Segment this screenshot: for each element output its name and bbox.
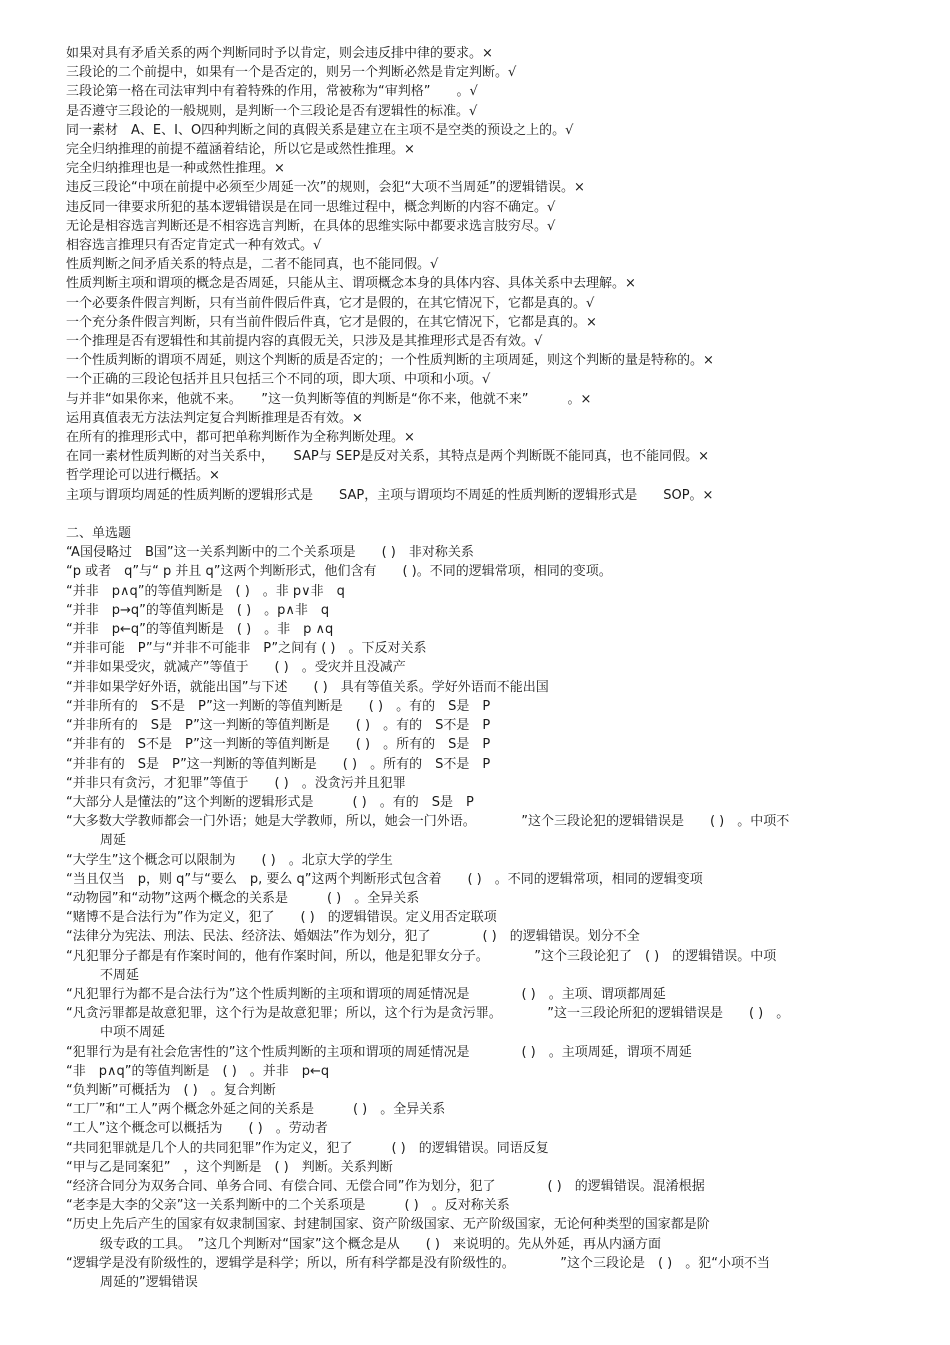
judgment-item: 性质判断主项和谓项的概念是否周延，只能从主、谓项概念本身的具体内容、具体关系中去理解。× xyxy=(66,276,636,292)
single-choice-item xyxy=(66,678,910,697)
judgment-item: 一个正确的三段论包括并且只包括三个不同的项，即大项、中项和小项。√ xyxy=(66,372,491,388)
question-text: “凡贪污罪都是故意犯罪，这个行为是故意犯罪；所以，这个行为是贪污罪。 ”这一三段论所犯的逻辑错误是 ( ) 。 xyxy=(66,1006,790,1022)
question-text: “并非 p→q”的等值判断是 ( ) 。p∧非 q xyxy=(66,602,330,618)
single-choice-item xyxy=(66,755,910,774)
single-choice-item xyxy=(66,1119,910,1138)
single-choice-item xyxy=(66,1254,910,1292)
judgment-item: 违反同一律要求所犯的基本逻辑错误是在同一思维过程中，概念判断的内容不确定。√ xyxy=(66,199,556,215)
judgment-item: 一个必要条件假言判断，只有当前件假后件真，它才是假的，在其它情况下，它都是真的。√ xyxy=(66,295,595,311)
single-choice-item xyxy=(66,947,910,985)
judgment-item: 在所有的推理形式中，都可把单称判断作为全称判断处理。× xyxy=(66,430,415,446)
question-text: “历史上先后产生的国家有奴隶制国家、封建制国家、资产阶级国家、无产阶级国家，无论何种类型的国家都是阶 xyxy=(66,1217,710,1233)
true-false-list xyxy=(66,44,910,505)
question-text: “共同犯罪就是几个人的共同犯罪”作为定义，犯了 ( ) 的逻辑错误。同语反复 xyxy=(66,1140,549,1156)
question-text: “负判断”可概括为 ( ) 。复合判断 xyxy=(66,1082,276,1098)
judgment-item: 哲学理论可以进行概括。× xyxy=(66,468,220,484)
judgment-item: 相容选言推理只有否定肯定式一种有效式。√ xyxy=(66,238,322,254)
question-text: “大多数大学教师都会一门外语；她是大学教师，所以，她会一门外语。 ”这个三段论犯的逻辑错误是 ( ) 。中项不 xyxy=(66,814,790,830)
question-text: “工人”这个概念可以概括为 ( ) 。劳动者 xyxy=(66,1121,328,1137)
question-text: “并非所有的 S不是 P”这一判断的等值判断是 ( ) 。有的 S是 P xyxy=(66,698,491,714)
question-text: “犯罪行为是有社会危害性的”这个性质判断的主项和谓项的周延情况是 ( ) 。主项周延，谓项不周延 xyxy=(66,1044,692,1060)
single-choice-item xyxy=(66,1062,910,1081)
question-text: “甲与乙是同案犯” ，这个判断是 ( ) 判断。关系判断 xyxy=(66,1159,393,1175)
judgment-item: 与并非“如果你来，他就不来。 ”这一负判断等值的判断是“你不来，他就不来” 。× xyxy=(66,391,592,407)
single-choice-item xyxy=(66,851,910,870)
judgment-item: 在同一素材性质判断的对当关系中， SAP与 SEP是反对关系，其特点是两个判断既不能同真，也不能同假。× xyxy=(66,449,710,465)
single-choice-list xyxy=(66,543,910,1292)
single-choice-item xyxy=(66,927,910,946)
single-choice-item xyxy=(66,1100,910,1119)
question-text: “并非如果学好外语，就能出国”与下述 ( ) 具有等值关系。学好外语而不能出国 xyxy=(66,679,549,695)
spacer xyxy=(66,505,910,524)
judgment-item: 一个推理是否有逻辑性和其前提内容的真假无关，只涉及是其推理形式是否有效。√ xyxy=(66,334,543,350)
question-text: “A国侵略过 B国”这一关系判断中的二个关系项是 ( ) 非对称关系 xyxy=(66,545,474,561)
question-continuation: 中项不周延 xyxy=(100,1025,166,1041)
single-choice-item xyxy=(66,582,910,601)
single-choice-item xyxy=(66,1139,910,1158)
single-choice-item xyxy=(66,1043,910,1062)
single-choice-item xyxy=(66,1215,910,1253)
judgment-item: 完全归纳推理也是一种或然性推理。× xyxy=(66,161,285,177)
question-continuation: 周延的”逻辑错误 xyxy=(100,1274,198,1290)
judgment-item: 完全归纳推理的前提不蕴涵着结论，所以它是或然性推理。× xyxy=(66,142,415,158)
single-choice-item xyxy=(66,620,910,639)
single-choice-item xyxy=(66,658,910,677)
question-text: “并非有的 S不是 P”这一判断的等值判断是 ( ) 。所有的 S是 P xyxy=(66,737,491,753)
single-choice-item xyxy=(66,1004,910,1042)
judgment-item: 三段论的二个前提中，如果有一个是否定的，则另一个判断必然是肯定判断。√ xyxy=(66,65,517,81)
question-text: “p 或者 q”与“ p 并且 q”这两个判断形式，他们含有 ( )。不同的逻辑常项，相同的变项。 xyxy=(66,564,612,580)
question-text: “非 p∧q”的等值判断是 ( ) 。并非 p←q xyxy=(66,1063,330,1079)
question-text: “凡犯罪行为都不是合法行为”这个性质判断的主项和谓项的周延情况是 ( ) 。主项、谓项都周延 xyxy=(66,986,666,1002)
question-text: “大部分人是懂法的”这个判断的逻辑形式是 ( ) 。有的 S是 P xyxy=(66,794,474,810)
single-choice-item xyxy=(66,543,910,562)
judgment-item: 如果对具有矛盾关系的两个判断同时予以肯定，则会违反排中律的要求。× xyxy=(66,46,493,61)
single-choice-item xyxy=(66,1081,910,1100)
question-text: “动物园”和“动物”这两个概念的关系是 ( ) 。全异关系 xyxy=(66,890,420,906)
question-text: “并非如果受灾，就减产”等值于 ( ) 。受灾并且没减产 xyxy=(66,660,406,676)
question-text: “大学生”这个概念可以限制为 ( ) 。北京大学的学生 xyxy=(66,852,393,868)
single-choice-item xyxy=(66,716,910,735)
single-choice-item xyxy=(66,774,910,793)
single-choice-item xyxy=(66,639,910,658)
single-choice-item xyxy=(66,1177,910,1196)
question-text: “并非只有贪污，才犯罪”等值于 ( ) 。没贪污并且犯罪 xyxy=(66,775,406,791)
single-choice-item xyxy=(66,985,910,1004)
question-text: “逻辑学是没有阶级性的，逻辑学是科学；所以，所有科学都是没有阶级性的。 ”这个三段论是 ( ) 。犯“小项不当 xyxy=(66,1255,770,1271)
question-continuation: 不周延 xyxy=(100,967,140,983)
single-choice-item xyxy=(66,1196,910,1215)
question-text: “当且仅当 p，则 q”与“要么 p, 要么 q”这两个判断形式包含着 ( ) 。不同的逻辑常项，相同的逻辑变项 xyxy=(66,871,703,887)
judgment-item: 是否遵守三段论的一般规则，是判断一个三段论是否有逻辑性的标准。√ xyxy=(66,103,478,119)
question-text: “并非有的 S是 P”这一判断的等值判断是 ( ) 。所有的 S不是 P xyxy=(66,756,491,772)
question-text: “凡犯罪分子都是有作案时间的，他有作案时间，所以，他是犯罪女分子。 ”这个三段论犯了 ( ) 的逻辑错误。中项 xyxy=(66,948,777,964)
question-text: “法律分为宪法、刑法、民法、经济法、婚姻法”作为划分，犯了 ( ) 的逻辑错误。划分不全 xyxy=(66,929,640,945)
judgment-item: 一个充分条件假言判断，只有当前件假后件真，它才是假的，在其它情况下，它都是真的。× xyxy=(66,314,597,330)
judgment-item: 违反三段论“中项在前提中必须至少周延一次”的规则，会犯“大项不当周延”的逻辑错误。× xyxy=(66,180,585,196)
judgment-item: 运用真值表无方法法判定复合判断推理是否有效。× xyxy=(66,410,363,426)
single-choice-item xyxy=(66,601,910,620)
question-text: “并非可能 P”与“并非不可能非 P”之间有 ( ) 。下反对关系 xyxy=(66,641,427,657)
judgment-item: 一个性质判断的谓项不周延，则这个判断的质是否定的；一个性质判断的主项周延，则这个判断的量是特称的。× xyxy=(66,353,714,369)
judgment-item: 三段论第一格在司法审判中有着特殊的作用，常被称为“审判格” 。√ xyxy=(66,84,478,100)
question-text: “工厂”和“工人”两个概念外延之间的关系是 ( ) 。全异关系 xyxy=(66,1102,446,1118)
single-choice-item xyxy=(66,908,910,927)
single-choice-item xyxy=(66,812,910,850)
judgment-item: 无论是相容选言判断还是不相容选言判断，在具体的思维实际中都要求选言肢穷尽。√ xyxy=(66,218,556,234)
question-text: “赌博不是合法行为”作为定义，犯了 ( ) 的逻辑错误。定义用否定联项 xyxy=(66,910,497,926)
section-title-single-choice: 二、单选题 xyxy=(66,526,132,542)
single-choice-item xyxy=(66,889,910,908)
single-choice-item xyxy=(66,1158,910,1177)
single-choice-item xyxy=(66,793,910,812)
judgment-item: 性质判断之间矛盾关系的特点是，二者不能同真，也不能同假。√ xyxy=(66,257,439,273)
question-text: “并非所有的 S是 P”这一判断的等值判断是 ( ) 。有的 S不是 P xyxy=(66,718,491,734)
judgment-item: 同一素材 A、E、I、O四种判断之间的真假关系是建立在主项不是空类的预设之上的。√ xyxy=(66,122,574,138)
judgment-item: 主项与谓项均周延的性质判断的逻辑形式是 SAP，主项与谓项均不周延的性质判断的逻辑形式是 SOP。× xyxy=(66,487,714,503)
question-text: “老李是大李的父亲”这一关系判断中的二个关系项是 ( ) 。反对称关系 xyxy=(66,1198,510,1214)
single-choice-item xyxy=(66,562,910,581)
single-choice-item xyxy=(66,697,910,716)
single-choice-item xyxy=(66,735,910,754)
single-choice-item xyxy=(66,870,910,889)
question-continuation: 周延 xyxy=(100,833,127,849)
question-text: “经济合同分为双务合同、单务合同、有偿合同、无偿合同”作为划分，犯了 ( ) 的逻辑错误。混淆根据 xyxy=(66,1178,705,1194)
question-text: “并非 p←q”的等值判断是 ( ) 。非 p ∧q xyxy=(66,622,334,638)
question-text: “并非 p∧q”的等值判断是 ( ) 。非 p∨非 q xyxy=(66,583,345,599)
question-continuation: 级专政的工具。 ”这几个判断对“国家”这个概念是从 ( ) 来说明的。先从外延，再从内涵方面 xyxy=(100,1236,661,1252)
